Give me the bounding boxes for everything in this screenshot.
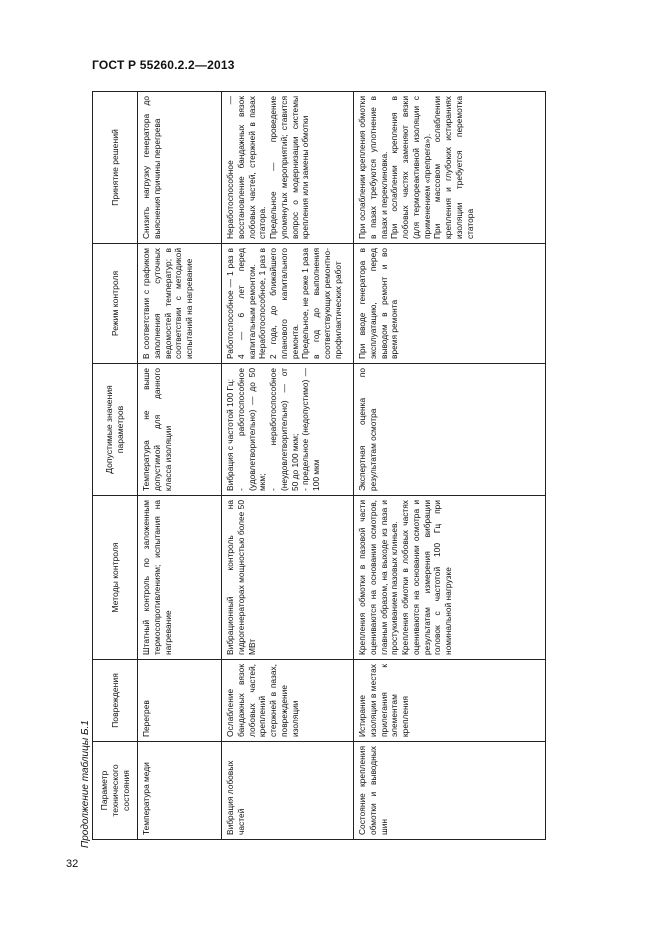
cell-param: Вибрация лобовых частей	[222, 742, 354, 840]
cell-limits: Вибрация с частотой 100 Гц: - работоспособное (удовлетворительно) — до 50 мкм; - неработоспособное (неудовлетворительно) — от 50 до 100 мкм; - предельное (недопустимо) — 100 мкм	[222, 364, 354, 496]
cell-damage: Ослабление бандажных вязок лобовых частей, креплений стержней в пазах, повреждение изоляции	[222, 660, 354, 742]
header-param: Параметр технического состояния	[93, 742, 138, 840]
header-decision: Принятие решений	[93, 92, 138, 244]
cell-damage: Перегрев	[138, 660, 222, 742]
header-damage: Повреждения	[93, 660, 138, 742]
cell-methods: Штатный контроль по заложенным термосопротивлениям; испытания на нагревание	[138, 496, 222, 660]
inspection-table	[92, 91, 546, 840]
cell-mode: Работоспособное — 1 раз в 4 — 6 лет перед капитальным ремонтом. Неработоспособное, 1 раз в 2 года, до ближайшего планового капитального ремонта. Предельное, не реже 1 раза в год до выполнения соответствующих ремонтно-профилактических работ	[222, 244, 354, 364]
table-header-row	[93, 92, 138, 840]
table-caption: Продолжение таблицы Б.1	[80, 720, 91, 848]
cell-mode: В соответствии с графиком заполнения суточных ведомостей температур; в соответствии с методикой испытаний на нагревание	[138, 244, 222, 364]
cell-methods: Вибрационный контроль на гидрогенераторах мощностью более 50 МВт	[222, 496, 354, 660]
cell-decision: При ослаблении крепления обмотки в пазах требуются уплотнение в пазах и переклиновка. При ослаблении крепления в лобовых частях заменяют вязки (для термореактивной изоляции с применением «препрега»). При массовом ослаблении крепления и глубоких истираниях изоляции требуется перемотка статора	[354, 92, 546, 244]
table-row	[138, 92, 222, 840]
cell-limits: Экспертная оценка по результатам осмотра	[354, 364, 546, 496]
document-header: ГОСТ Р 55260.2.2—2013	[92, 58, 235, 72]
table-row	[222, 92, 354, 840]
rotated-table-container	[92, 92, 546, 840]
cell-param: Температура меди	[138, 742, 222, 840]
cell-limits: Температура не выше допустимой для данного класса изоляции	[138, 364, 222, 496]
table-row	[354, 92, 546, 840]
cell-param: Состояние крепления обмотки и выводных шин	[354, 742, 546, 840]
page-number: 32	[66, 858, 79, 870]
cell-mode: При вводе генератора в эксплуатацию, перед выводом в ремонт и во время ремонта	[354, 244, 546, 364]
header-methods: Методы контроля	[93, 496, 138, 660]
cell-methods: Крепления обмотки в пазовой части оцениваются на основании осмотров, главным образом, на выходе из паза и простукиванием пазовых клиньев. Крепления обмотки в лобовых частях оцениваются на основании осмотра и результатам измерения вибрации головок с частотой 100 Гц при номинальной нагрузке	[354, 496, 546, 660]
header-mode: Режим контроля	[93, 244, 138, 364]
cell-decision: Снизить нагрузку генератора до выяснения причины перегрева	[138, 92, 222, 244]
header-limits: Допустимые значения параметров	[93, 364, 138, 496]
cell-damage: Истирание изоляции в местах прилегания к элементам крепления	[354, 660, 546, 742]
cell-decision: Неработоспособное — восстановление бандажных вязок лобовых частей, стержней в пазах статора. Предельное — проведение упомянутых мероприятий; ставится вопрос о модернизации системы крепления или замены обмотки	[222, 92, 354, 244]
